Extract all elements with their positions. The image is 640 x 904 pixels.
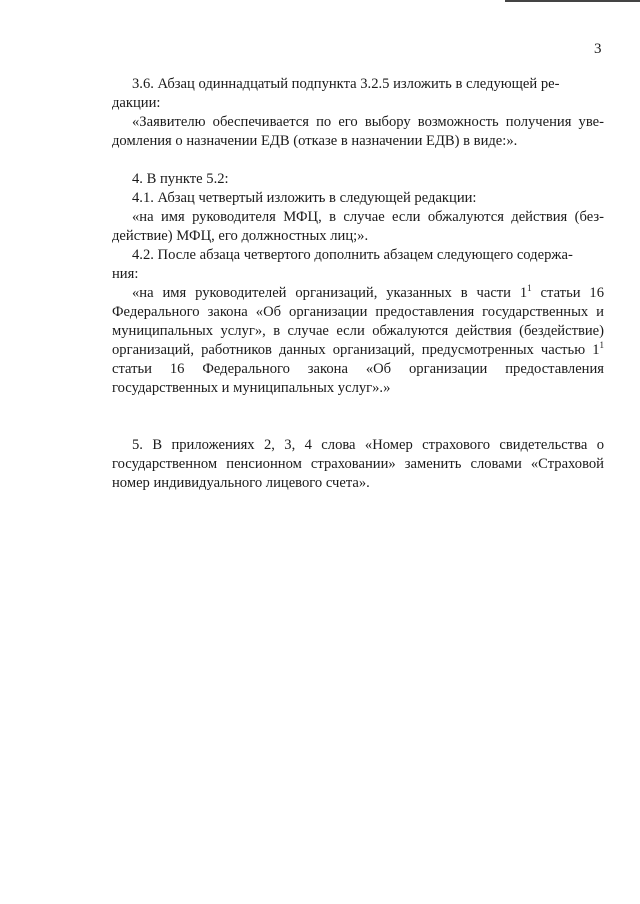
- top-rule: [505, 0, 640, 2]
- quote-4-2-part3: статьи 16 Федерального закона «Об организации предоставления государственных и муниципальных услуг».»: [112, 361, 604, 396]
- quote-4-2: [112, 284, 604, 398]
- paragraph-5: 5. В приложениях 2, 3, 4 слова «Номер страхового свидетельства о государственном пенсионном страховании» заменить словами «Страховой номер индивидуального лицевого счета».: [112, 437, 604, 491]
- superscript-2: 1: [599, 340, 604, 350]
- page-number: 3: [594, 41, 602, 57]
- paragraph-4: 4. В пункте 5.2:: [132, 171, 229, 187]
- quote-4-1: «на имя руководителя МФЦ, в случае если обжалуются действия (без-действие) МФЦ, его должностных лиц;».: [112, 209, 604, 244]
- superscript-1: 1: [527, 283, 532, 293]
- quote-4-2-part2: статьи 16 Федерального закона «Об организации предоставления государственных и муниципальных услуг», в случае если обжалуются действия (бездействие) организаций, работников данных организаций, предусмотренных частью 1: [112, 285, 605, 358]
- paragraph-4-2: 4.2. После абзаца четвертого дополнить абзацем следующего содержа-: [132, 247, 573, 263]
- document-body: [112, 75, 604, 493]
- paragraph-3-6: 3.6. Абзац одиннадцатый подпункта 3.2.5 изложить в следующей ре-: [132, 76, 560, 92]
- quote-3-6: «Заявителю обеспечивается по его выбору возможность получения уве-домления о назначении ЕДВ (отказе в назначении ЕДВ) в виде:».: [112, 114, 604, 149]
- paragraph-4-2-cont: ния:: [112, 266, 139, 282]
- paragraph-4-1: 4.1. Абзац четвертый изложить в следующей редакции:: [132, 190, 477, 206]
- quote-4-2-part1: «на имя руководителей организаций, указанных в части 1: [132, 285, 528, 301]
- paragraph-3-6-cont: дакции:: [112, 95, 161, 111]
